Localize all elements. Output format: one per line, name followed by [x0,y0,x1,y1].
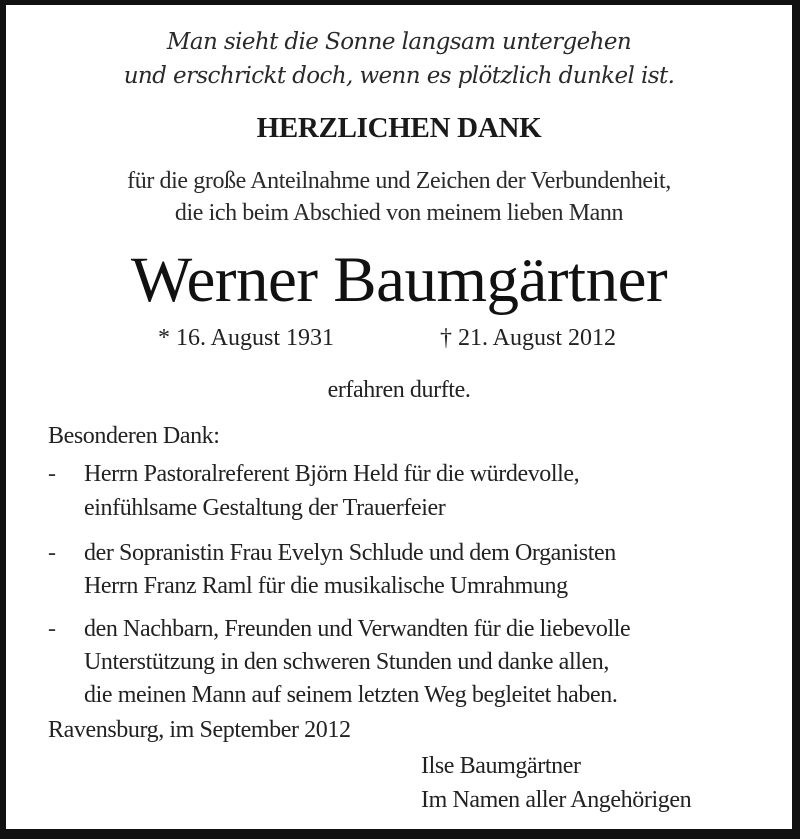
motto-line-1: Man sieht die Sonne langsam untergehen [166,29,632,55]
intro-line-2: die ich beim Abschied von meinem lieben Mann [174,200,624,226]
place-date: Ravensburg, im September 2012 [48,717,351,743]
motto-line-2: und erschrickt doch, wenn es plötzlich dunkel ist. [123,63,675,89]
thanks-2-line-2: Herrn Franz Raml für die musikalische Umrahmung [84,573,568,599]
thanks-3-line-1: den Nachbarn, Freunden und Verwandten für die liebevolle [84,616,631,642]
death-date: † 21. August 2012 [440,325,617,351]
deceased-name: Werner Baumgärtner [130,244,668,316]
special-thanks-label: Besonderen Dank: [48,423,220,449]
bullet-dash: - [48,461,56,487]
heading: HERZLICHEN DANK [256,112,542,144]
thanks-1-line-1: Herrn Pastoralreferent Björn Held für die würdevolle, [84,461,580,487]
bullet-dash: - [48,616,56,642]
birth-date: * 16. August 1931 [158,325,335,351]
thanks-1-line-2: einfühlsame Gestaltung der Trauerfeier [84,495,446,521]
signature-note: Im Namen aller Angehörigen [421,787,692,813]
thanks-3-line-2: Unterstützung in den schweren Stunden und danke allen, [84,649,609,675]
signature-name: Ilse Baumgärtner [421,753,581,779]
thanks-3-line-3: die meinen Mann auf seinem letzten Weg begleitet haben. [84,682,618,708]
obituary-notice [6,5,792,829]
bullet-dash: - [48,540,56,566]
thanks-2-line-1: der Sopranistin Frau Evelyn Schlude und dem Organisten [84,540,616,566]
intro-end: erfahren durfte. [327,377,471,403]
intro-line-1: für die große Anteilnahme und Zeichen der Verbundenheit, [127,168,671,194]
